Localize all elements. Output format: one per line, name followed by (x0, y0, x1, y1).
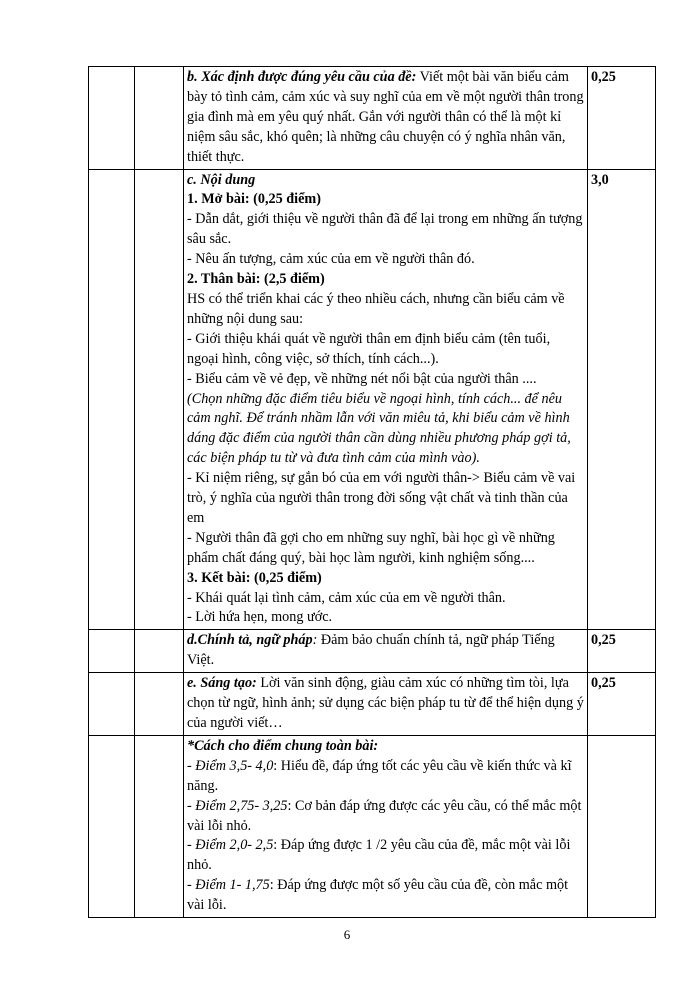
mo-bai-item: - Dẫn dắt, giới thiệu về người thân đã để lại trong em những ấn tượng sâu sắc. (187, 211, 583, 248)
empty-cell (89, 67, 135, 170)
scoring-level-text: : Cơ bản đáp ứng được các yêu cầu, có thể mắc một vài lỗi nhỏ. (187, 797, 582, 834)
criterion-e-text: Lời văn sinh động, giàu cảm xúc có những tìm tòi, lựa chọn từ ngữ, hình ảnh; sử dụng các biện pháp tu từ để thể hiện dụng ý của người viết… (187, 675, 584, 731)
ket-bai-item: - Khái quát lại tình cảm, cảm xúc của em về người thân. (187, 589, 506, 606)
than-bai-item: - Giới thiệu khái quát về người thân em định biểu cảm (tên tuổi, ngoại hình, công việc, sở thích, tính cách...). (187, 330, 551, 367)
empty-cell (135, 630, 184, 673)
ket-bai-item: - Lời hứa hẹn, mong ước. (187, 609, 333, 626)
than-bai-item: - Biểu cảm về vẻ đẹp, về những nét nổi bật của người thân .... (187, 370, 537, 387)
ket-bai-title: 3. Kết bài: (0,25 điểm) (187, 569, 322, 586)
criterion-e-heading: e. Sáng tạo: (187, 675, 257, 692)
than-bai-item: - Người thân đã gợi cho em những suy nghĩ, bài học gì về những phẩm chất đáng quý, bài học làm người, kinh nghiệm sống.... (187, 529, 555, 566)
scoring-level-label: - Điểm 3,5- 4,0 (187, 757, 274, 774)
score-c: 3,0 (588, 169, 656, 630)
empty-cell (135, 67, 184, 170)
criterion-b (184, 67, 588, 170)
score-e: 0,25 (588, 673, 656, 736)
scoring-level (187, 757, 585, 797)
table-row (89, 630, 656, 673)
general-scoring (184, 735, 588, 917)
empty-cell (135, 169, 184, 630)
scoring-table (88, 66, 656, 918)
scoring-level (187, 836, 585, 876)
than-bai-item: - Kỉ niệm riêng, sự gắn bó của em với người thân-> Biểu cảm về vai trò, ý nghĩa của người thân trong đời sống vật chất và tinh thần của em (187, 470, 576, 526)
scoring-level (187, 797, 585, 837)
than-bai-intro: HS có thể triển khai các ý theo nhiều cách, nhưng cần biểu cảm về những nội dung sau: (187, 290, 565, 327)
empty-cell (135, 735, 184, 917)
scoring-level-label: - Điểm 1- 1,75 (187, 877, 270, 894)
table-row (89, 673, 656, 736)
score-d: 0,25 (588, 630, 656, 673)
than-bai-title: 2. Thân bài: (2,5 điểm) (187, 271, 325, 288)
criterion-c (184, 169, 588, 630)
empty-cell (89, 630, 135, 673)
scoring-level-text: : Hiểu đề, đáp ứng tốt các yêu cầu về kiến thức và kĩ năng. (187, 757, 572, 794)
scoring-level-label: - Điểm 2,0- 2,5 (187, 837, 274, 854)
mo-bai-item: - Nêu ấn tượng, cảm xúc của em về người thân đó. (187, 251, 475, 268)
empty-cell (89, 169, 135, 630)
than-bai-note: (Chọn những đặc điểm tiêu biểu về ngoại hình, tính cách... để nêu cảm nghĩ. Để tránh nhầm lẫn với văn miêu tả, khi biểu cảm về hình dáng đặc điểm của người thân cần dùng nhiều phương pháp gợi tả, các biện pháp tu từ và đưa tình cảm của mình vào). (187, 390, 571, 467)
scoring-level (187, 876, 585, 916)
mo-bai-title: 1. Mở bài: (0,25 điểm) (187, 191, 321, 208)
scoring-level-text: : Đáp ứng được 1 /2 yêu cầu của đề, mắc một vài lỗi nhỏ. (187, 837, 571, 874)
empty-cell (89, 673, 135, 736)
general-scoring-heading: *Cách cho điểm chung toàn bài: (187, 737, 379, 754)
criterion-b-text: Viết một bài văn biểu cảm bày tỏ tình cảm, cảm xúc và suy nghĩ của em về một người thân trong gia đình mà em yêu quý nhất. Gắn với người thân có thể là một kỉ niệm sâu sắc, khó quên; là những câu chuyện có ý nghĩa nhân văn, thiết thực. (187, 69, 584, 165)
criterion-b-heading: b. Xác định được đúng yêu cầu của đề: (187, 69, 417, 85)
page-number: 6 (343, 927, 351, 942)
criterion-e (184, 673, 588, 736)
score-f (588, 735, 656, 917)
criterion-d-text: Đảm bảo chuẩn chính tả, ngữ pháp Tiếng Việt. (187, 632, 555, 669)
empty-cell (89, 735, 135, 917)
criterion-d (184, 630, 588, 673)
criterion-c-heading: c. Nội dung (187, 171, 256, 188)
score-b: 0,25 (588, 67, 656, 170)
empty-cell (135, 673, 184, 736)
scoring-level-text: : Đáp ứng được một số yêu cầu của đề, còn mắc một vài lỗi. (187, 877, 569, 914)
table-row (89, 67, 656, 170)
criterion-d-heading: d.Chính tả, ngữ pháp (187, 632, 313, 649)
table-row (89, 169, 656, 630)
criterion-d-colon: : (312, 632, 318, 649)
scoring-level-label: - Điểm 2,75- 3,25 (187, 797, 288, 814)
table-row (89, 735, 656, 917)
